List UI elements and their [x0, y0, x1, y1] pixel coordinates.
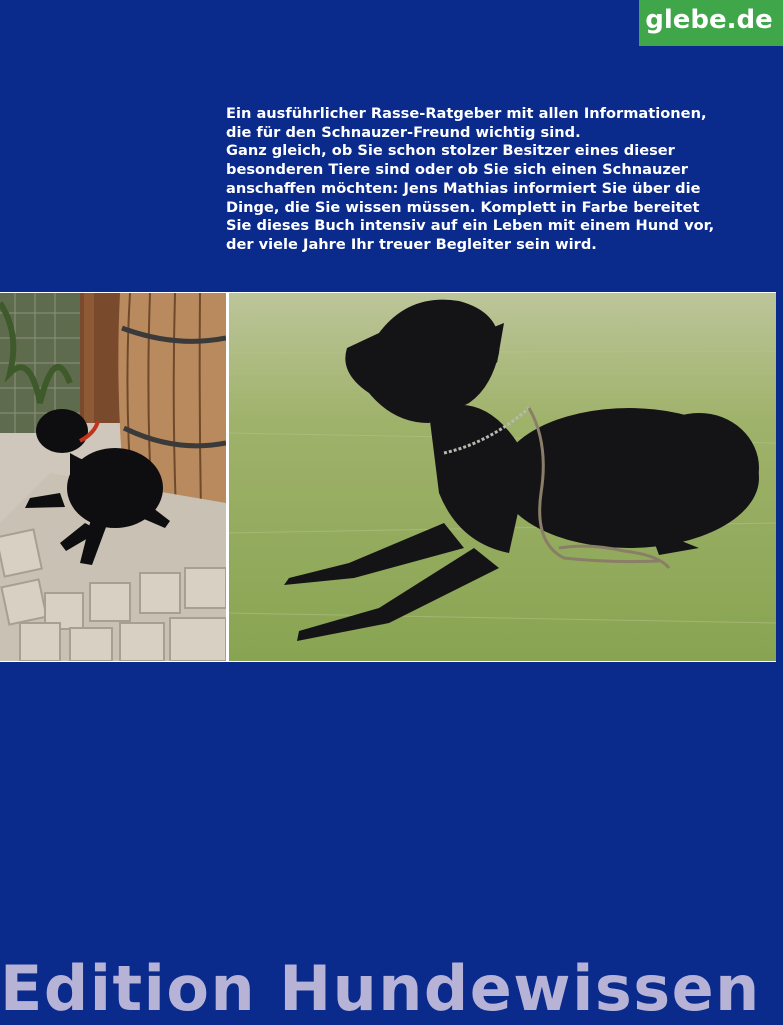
blurb-line: Ein ausführlicher Rasse-Ratgeber mit allen Informationen, — [226, 105, 707, 122]
schnauzer-illustration — [229, 293, 776, 661]
series-title: Edition Hundewissen — [0, 952, 761, 1025]
photo-strip — [0, 292, 783, 662]
giant-schnauzer-photo — [229, 293, 776, 661]
puppy-illustration — [0, 293, 226, 661]
blurb-line: die für den Schnauzer-Freund wichtig sind. — [226, 123, 581, 141]
blurb-line: besonderen Tiere sind oder ob Sie sich einen Schnauzer — [226, 161, 688, 179]
blurb-line: Sie dieses Buch intensiv auf ein Leben mit einem Hund vor, — [226, 217, 715, 235]
back-cover-blurb — [226, 105, 756, 255]
blurb-line: der viele Jahre Ihr treuer Begleiter sein wird. — [226, 235, 597, 253]
blurb-line: Ganz gleich, ob Sie schon stolzer Besitzer eines dieser — [226, 142, 675, 160]
blurb-line: anschaffen möchten: Jens Mathias informiert Sie über die — [226, 179, 701, 197]
right-edge-strip — [776, 292, 783, 662]
blurb-line: Dinge, die Sie wissen müssen. Komplett in Farbe bereitet — [226, 198, 700, 216]
publisher-logo[interactable]: glebe.de — [639, 0, 783, 46]
puppy-photo — [0, 293, 226, 661]
